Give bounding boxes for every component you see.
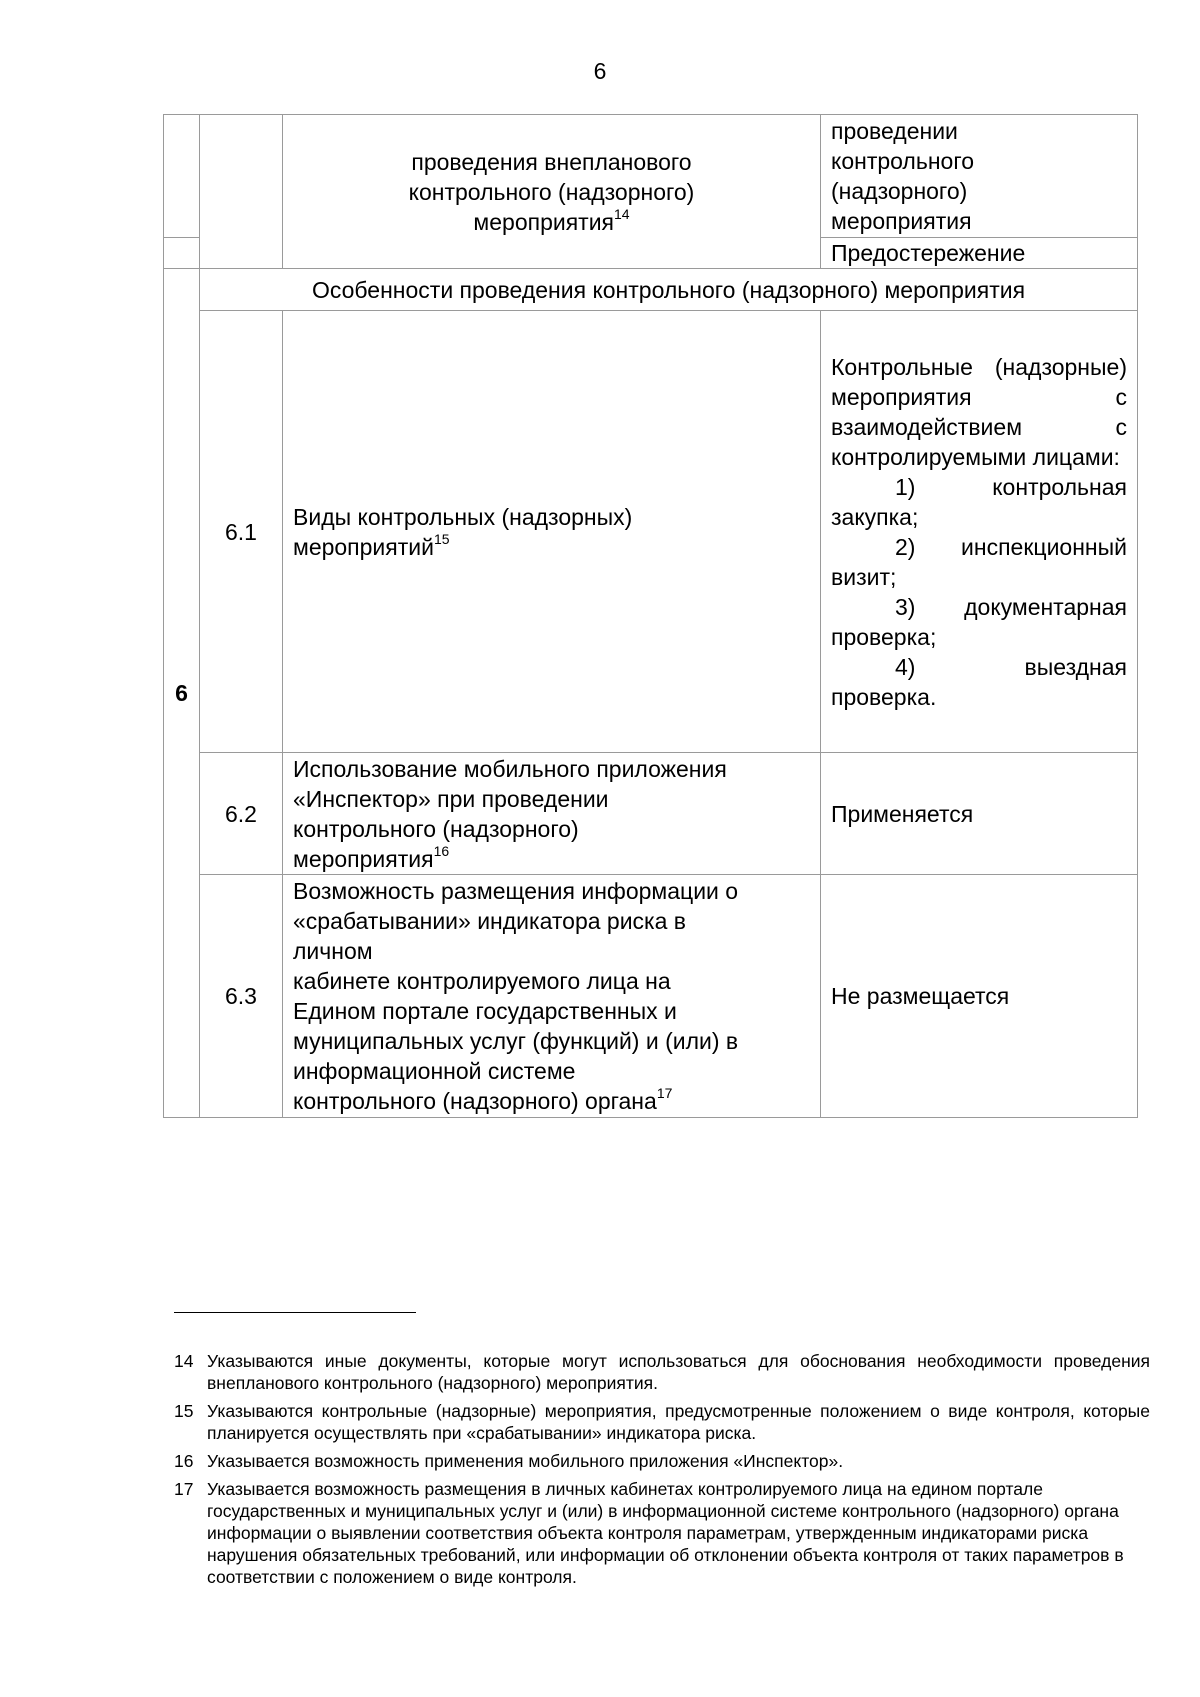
description-line: муниципальных услуг (функций) и (или) в	[293, 1028, 739, 1054]
description-line: мероприятия	[473, 208, 614, 235]
description-line: «Инспектор» при проведении	[293, 785, 609, 812]
page-number: 6	[593, 58, 607, 84]
value-paragraph: Контрольные (надзорные) мероприятия с взаимодействием с контролируемыми лицами:	[831, 353, 1127, 470]
value-list-item: 2) инспекционный визит;	[831, 533, 1127, 590]
footnote-ref: 17	[656, 1085, 673, 1102]
control-measures-table	[163, 114, 1138, 1118]
description-line: Едином портале государственных и	[293, 998, 677, 1024]
value-line: (надзорного)	[831, 178, 968, 204]
section-number-cell	[164, 115, 200, 238]
description-line: мероприятия	[293, 845, 434, 872]
footnote-text: Указывается возможность применения мобильного приложения «Инспектор».	[207, 1451, 844, 1471]
footnote-ref: 16	[433, 842, 450, 859]
description-line: проведения внепланового	[411, 148, 692, 175]
value-cell: Применяется	[821, 753, 1138, 875]
footnote	[174, 1350, 1150, 1394]
value-cell: Предостережение	[821, 238, 1138, 269]
value-cell: Не размещается	[821, 875, 1138, 1118]
row-number-cell	[200, 115, 283, 269]
value-cell	[821, 115, 1138, 238]
row-number: 6.1	[200, 311, 283, 753]
description-line: Использование мобильного приложения	[293, 755, 727, 782]
footnote	[174, 1450, 1150, 1472]
table-row	[164, 875, 1138, 1118]
footnote	[174, 1400, 1150, 1444]
value-cell	[821, 311, 1138, 753]
description-line: «срабатывании» индикатора риска в	[293, 908, 687, 934]
table-row	[164, 753, 1138, 875]
description-line: контрольного (надзорного)	[408, 178, 695, 205]
description-cell	[283, 311, 821, 753]
description-line: Возможность размещения информации о	[293, 878, 739, 904]
description-line: личном	[293, 938, 373, 964]
section-number-cell	[164, 238, 200, 269]
value-list-item: 4) выездная проверка.	[831, 653, 1127, 710]
table-row	[164, 115, 1138, 238]
description-cell	[283, 875, 821, 1118]
footnotes	[174, 1350, 1150, 1594]
footnote-number: 17	[174, 1479, 194, 1499]
footnote-text: Указывается возможность размещения в личных кабинетах контролируемого лица на едином портале государственных и муниципальных услуг и (или) в информационной системе контрольного (надзорного) органа информации о выявлении соответствия объекта контроля параметрам, утвержденным индикаторами риска нарушения обязательных требований, или информации об отклонении объекта контроля от таких параметров в соответствии с положением о виде контроля.	[207, 1479, 1124, 1587]
row-number: 6.2	[200, 753, 283, 875]
description-cell	[283, 753, 821, 875]
value-line: контрольного	[831, 148, 974, 174]
value-line: мероприятия	[831, 208, 972, 234]
table-row	[164, 311, 1138, 753]
footnote-text: Указываются контрольные (надзорные) мероприятия, предусмотренные положением о виде контроля, которые планируется осуществлять при «срабатывании» индикатора риска.	[207, 1401, 1150, 1443]
footnote-separator	[174, 1312, 416, 1313]
value-list-item: 1) контрольная закупка;	[831, 473, 1127, 530]
footnote-number: 16	[174, 1451, 194, 1471]
section-number: 6	[164, 269, 200, 1118]
section-heading-row	[164, 269, 1138, 311]
description-line: контрольного (надзорного)	[293, 815, 579, 842]
value-list-item: 3) документарная проверка;	[831, 593, 1127, 650]
description-line: контрольного (надзорного) органа	[293, 1088, 657, 1114]
footnote-ref: 14	[614, 205, 630, 222]
footnote	[174, 1478, 1150, 1588]
footnote-text: Указываются иные документы, которые могут использоваться для обоснования необходимости проведения внепланового контрольного (надзорного) мероприятия.	[207, 1351, 1150, 1393]
description-line: Виды контрольных (надзорных)	[293, 503, 633, 530]
description-cell	[283, 115, 821, 269]
footnote-number: 15	[174, 1401, 194, 1421]
description-line: кабинете контролируемого лица на	[293, 968, 671, 994]
value-line: проведении	[831, 118, 958, 144]
section-heading: Особенности проведения контрольного (надзорного) мероприятия	[200, 269, 1138, 311]
description-line: мероприятий	[293, 533, 434, 560]
footnote-number: 14	[174, 1351, 194, 1371]
description-line: информационной системе	[293, 1058, 576, 1084]
row-number: 6.3	[200, 875, 283, 1118]
footnote-ref: 15	[433, 530, 450, 547]
